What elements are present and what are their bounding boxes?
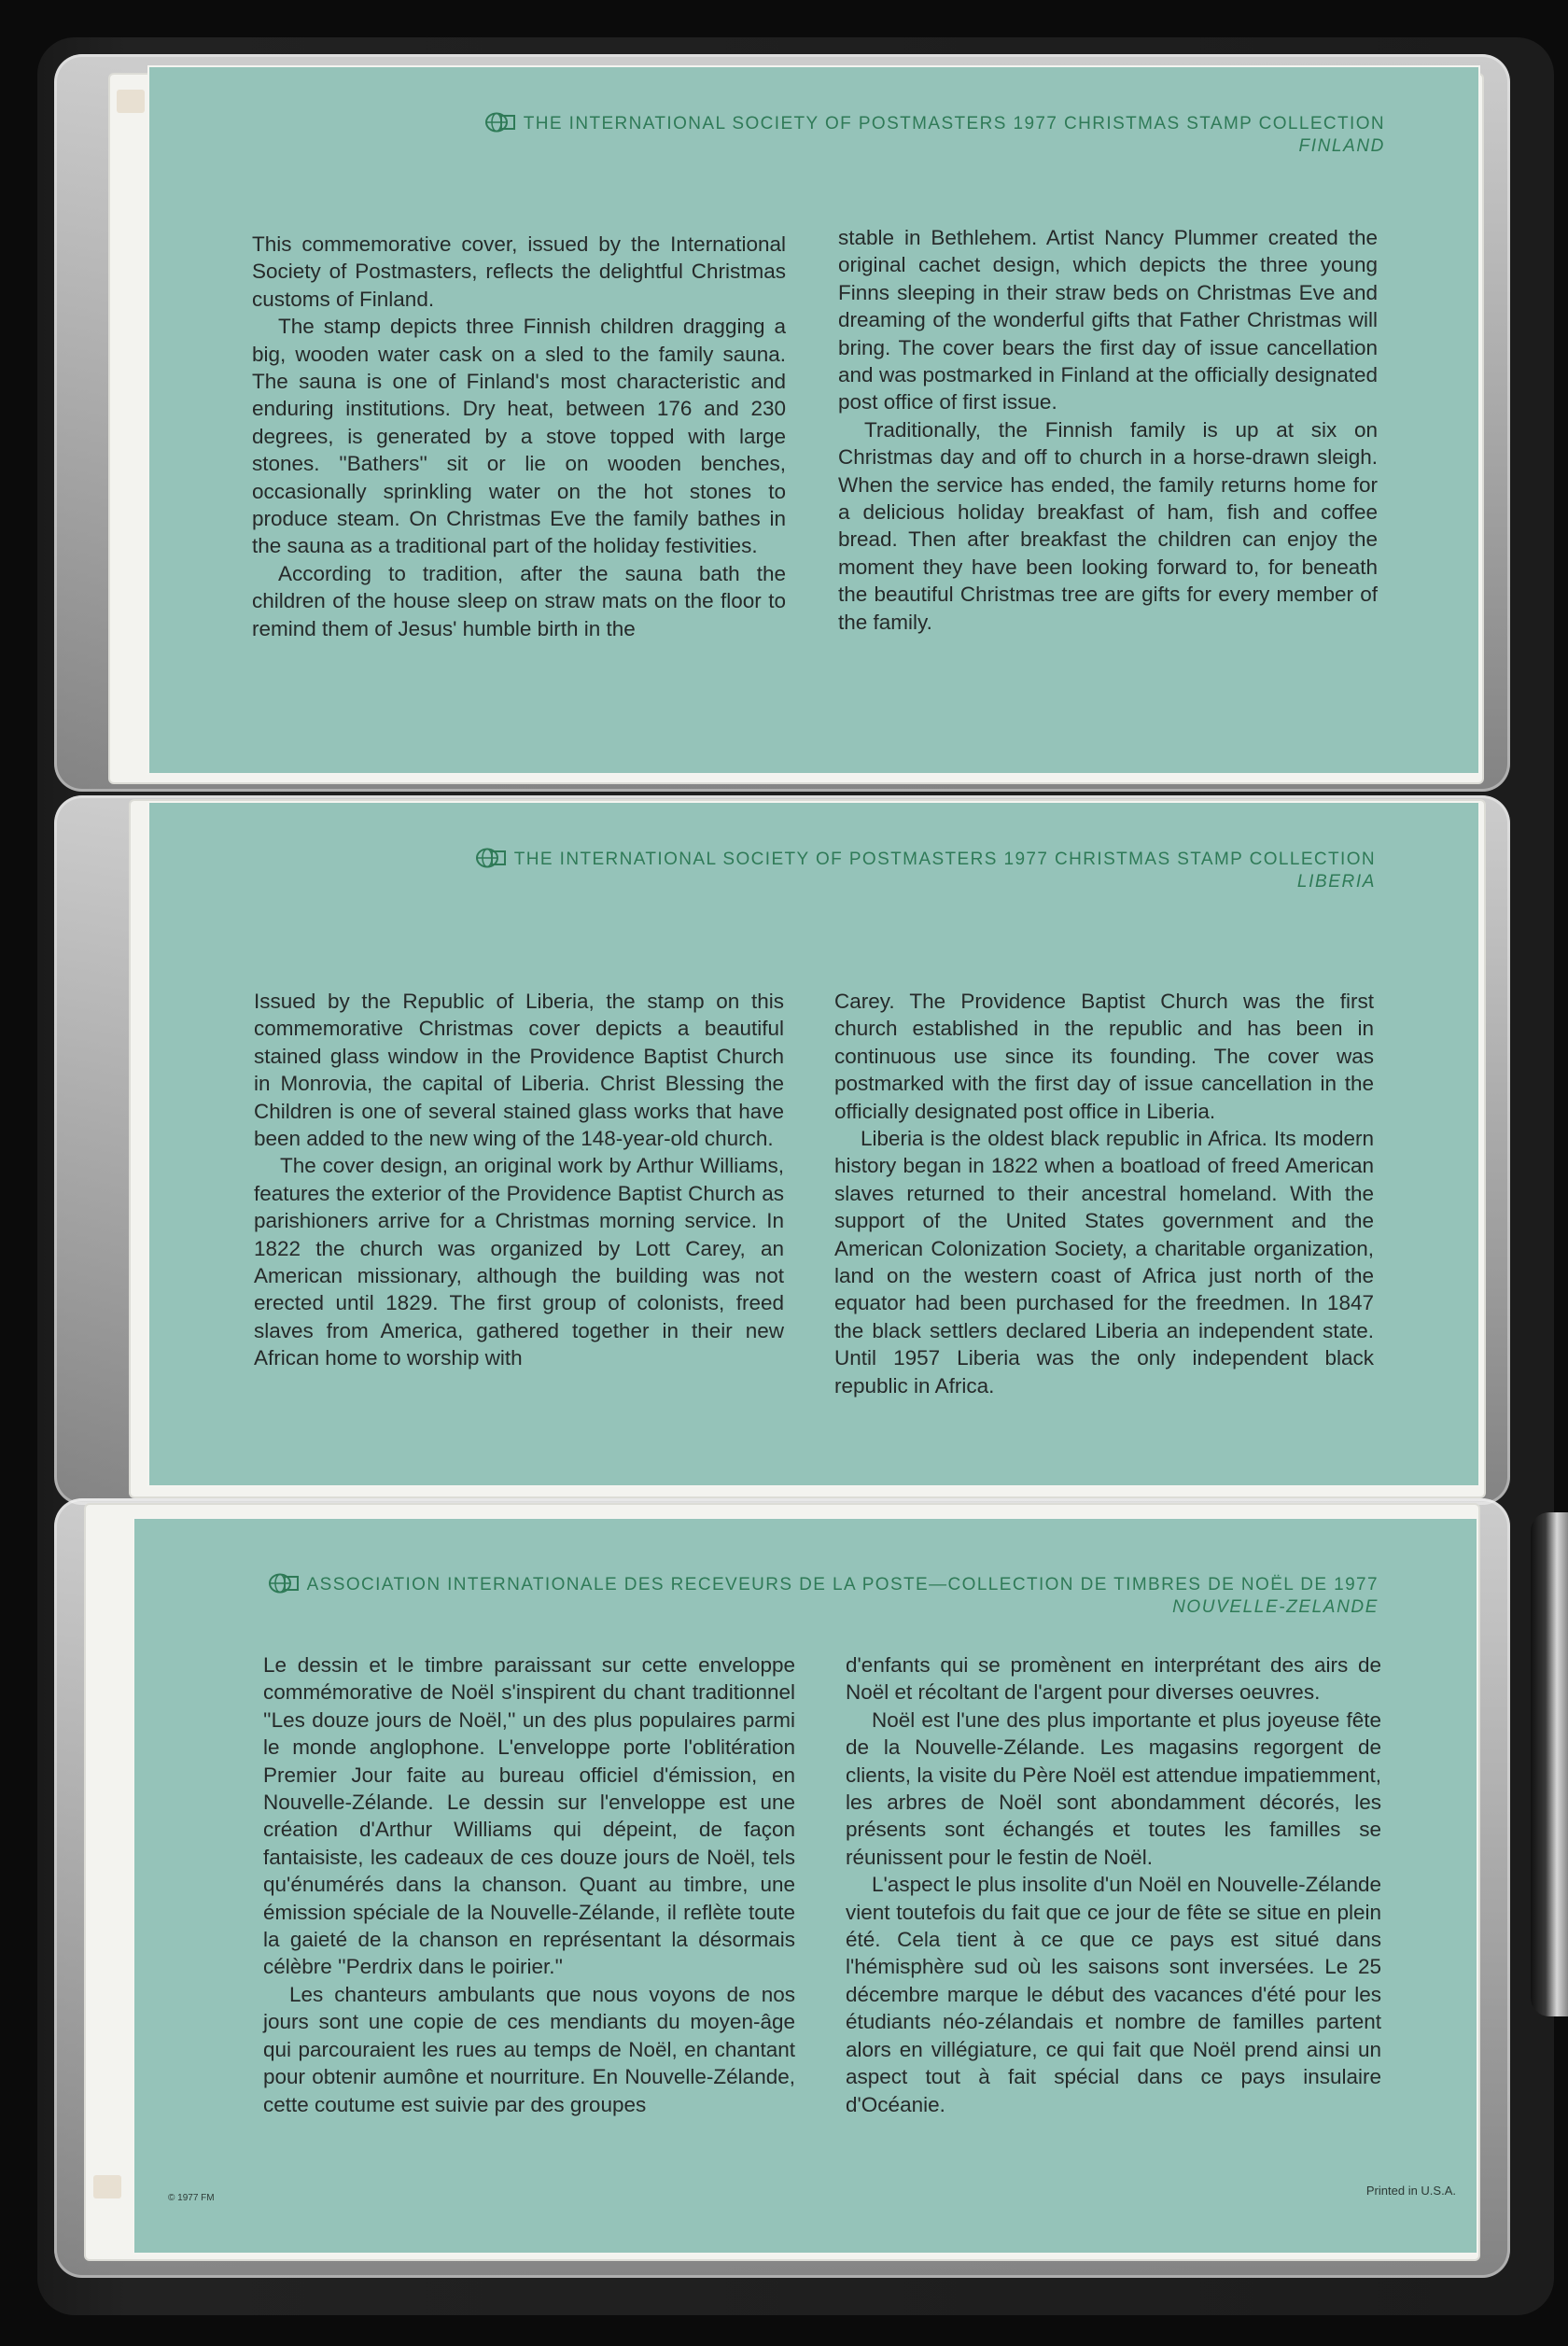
copyright-note: © 1977 FM [168, 2193, 215, 2203]
paragraph: Les chanteurs ambulants que nous voyons de nos jours sont une copie de ces mendiants du moyen-âge qui parcouraient les rues au temps de Noël, en chantant pour obtenir aumône et nourriture. En Nouvelle-Zélande, cette coutume est suivie par des groupes [263, 1982, 795, 2116]
paragraph: Carey. The Providence Baptist Church was the first church established in the republic and has been in continuous use since its founding. The cover was postmarked with the first day of issue cancellation in the officially designated post office in Liberia. [834, 990, 1374, 1123]
card-nouvelle-zelande [133, 1517, 1478, 2255]
paragraph: Noël est l'une des plus importante et plus joyeuse fête de la Nouvelle-Zélande. Les magasins regorgent de clients, la visite du Père Noël est attendue impatiemment, les arbres de Noël sont abondamment décorés, les présents sont échangés et toutes les familles se réunissent pour le festin de Noël. [846, 1707, 1381, 1869]
globe-logo-icon [475, 848, 507, 868]
country-name: FINLAND [1298, 136, 1385, 156]
text-column-right [834, 988, 1374, 1399]
card-header [475, 848, 1376, 893]
text-column-right [838, 224, 1378, 636]
country-name: NOUVELLE-ZELANDE [1172, 1597, 1379, 1617]
card-header [268, 1573, 1379, 1619]
paragraph: Liberia is the oldest black republic in Africa. Its modern history began in 1822 when a boatload of freed American slaves returned to their ancestral homeland. With the support of the United States government and the American Colonization Society, a charitable organization, land on the western coast of Africa just north of the equator had been purchased for the freedmen. In 1847 the black settlers declared Liberia an independent state. Until 1957 Liberia was the only independent black republic in Africa. [834, 1127, 1374, 1398]
text-column-right [846, 1651, 1381, 2118]
country-name: LIBERIA [1296, 872, 1376, 892]
card-tab-3 [93, 2175, 121, 2198]
society-title: ASSOCIATION INTERNATIONALE DES RECEVEURS DE LA POSTE—COLLECTION DE TIMBRES DE NOËL DE 1977 [306, 1575, 1379, 1594]
paragraph: According to tradition, after the sauna bath the children of the house sleep on straw mats on the floor to remind them of Jesus' humble birth in the [252, 561, 786, 640]
printed-note: Printed in U.S.A. [1365, 2184, 1456, 2198]
paragraph: Issued by the Republic of Liberia, the stamp on this commemorative Christmas cover depicts a beautiful stained glass window in the Providence Baptist Church in Monrovia, the capital of Liberia. Christ Blessing the Children is one of several stained glass works that have been added to the new wing of the 148-year-old church. [254, 990, 784, 1151]
globe-logo-icon [484, 112, 516, 133]
paragraph: Le dessin et le timbre paraissant sur cette enveloppe commémorative de Noël s'inspirent du chant traditionnel ''Les douze jours de Noël,'' un des plus populaires parmi le monde anglophone. L'enveloppe porte l'oblitération Premier Jour faite au bureau officiel d'émission, en Nouvelle-Zélande. Le dessin sur l'enveloppe est une création d'Arthur Williams qui dépeint, de façon fantaisiste, les cadeaux de ces douze jours de Noël, tels qu'énumérés dans la chanson. Quant au timbre, une émission spéciale de la Nouvelle-Zélande, il reflète toute la gaieté de la chanson en représentant la désormais célèbre ''Perdrix dans le poirier.'' [263, 1653, 795, 1979]
text-column-left [252, 231, 786, 642]
paragraph: stable in Bethlehem. Artist Nancy Plummer created the original cachet design, which depicts the three young Finns sleeping in their straw beds on Christmas Eve and dreaming of the wonderful gifts that Father Christmas will bring. The cover bears the first day of issue cancellation and was postmarked in Finland at the officially designated post office of first issue. [838, 226, 1378, 414]
paragraph: The stamp depicts three Finnish children dragging a big, wooden water cask on a sled to the family sauna. The sauna is one of Finland's most characteristic and enduring institutions. Dry heat, between 176 and 230 degrees, is generated by a stove topped with large stones. ''Bathers'' sit or lie on wooden benches, occasionally sprinkling water on the hot stones to produce steam. On Christmas Eve the family bathes in the sauna as a traditional part of the holiday festivities. [252, 315, 786, 558]
card-liberia [147, 801, 1480, 1487]
society-title: THE INTERNATIONAL SOCIETY OF POSTMASTERS 1977 CHRISTMAS STAMP COLLECTION [513, 850, 1376, 869]
paragraph: L'aspect le plus insolite d'un Noël en Nouvelle-Zélande vient toutefois du fait que ce jour de fête se situe en plein été. Cela tient à ce que ce pays est situé dans l'hémisphère sud où les saisons sont inversées. Le 25 décembre marque le début des vacances d'été pour les étudiants néo-zélandais et nombre de familles partent alors en villégiature, ce qui fait que Noël prend ainsi un aspect tout à fait spécial dans ce pays insulaire d'Océanie. [846, 1873, 1381, 2116]
text-column-left [263, 1651, 795, 2118]
paragraph: This commemorative cover, issued by the International Society of Postmasters, reflects the delightful Christmas customs of Finland. [252, 232, 786, 311]
album-ring-clip [1531, 1512, 1568, 2016]
card-finland [147, 65, 1480, 775]
society-title: THE INTERNATIONAL SOCIETY OF POSTMASTERS 1977 CHRISTMAS STAMP COLLECTION [523, 114, 1385, 133]
text-column-left [254, 988, 784, 1372]
card-header [484, 112, 1385, 158]
card-tab-1 [117, 90, 145, 113]
paragraph: d'enfants qui se promènent en interprétant des airs de Noël et récoltant de l'argent pour diverses oeuvres. [846, 1653, 1381, 1705]
paragraph: Traditionally, the Finnish family is up at six on Christmas day and off to church in a horse-drawn sleigh. When the service has ended, the family returns home for a delicious holiday breakfast of ham, fish and coffee bread. Then after breakfast the children can enjoy the moment they have been looking forward to, for beneath the beautiful Christmas tree are gifts for every member of the family. [838, 417, 1378, 634]
paragraph: The cover design, an original work by Arthur Williams, features the exterior of the Providence Baptist Church as parishioners arrive for a Christmas morning service. In 1822 the church was organized by Lott Carey, an American missionary, although the building was not erected until 1829. The first group of colonists, freed slaves from America, gathered together in their new African home to worship with [254, 1154, 784, 1370]
globe-logo-icon [268, 1573, 300, 1594]
